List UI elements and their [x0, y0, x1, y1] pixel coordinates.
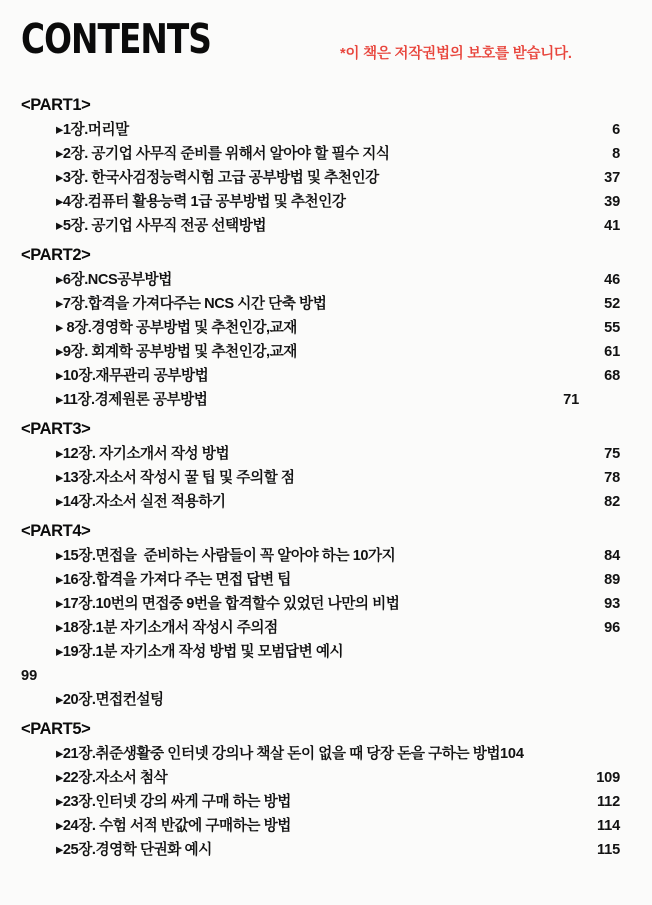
- toc-entry-label: ▸9장. 회계학 공부방법 및 추천인강,교재: [56, 344, 297, 360]
- toc-entry-page-number: 115: [597, 842, 620, 858]
- toc-entry-page-number: 109: [596, 770, 620, 786]
- toc-entry-page-number: 96: [604, 620, 620, 636]
- toc-entry[interactable]: [56, 838, 620, 862]
- toc-entry-page-number: 46: [604, 272, 620, 288]
- toc-entry-label: ▸12장. 자기소개서 작성 방법: [56, 446, 230, 462]
- toc-entry-label: ▸14장.자소서 실전 적용하기: [56, 494, 226, 510]
- part-header: <PART4>: [21, 522, 91, 540]
- toc-entry[interactable]: [56, 568, 620, 592]
- toc-entry-page-number: 89: [604, 572, 620, 588]
- toc-entry[interactable]: [56, 364, 620, 388]
- toc-entry[interactable]: [56, 442, 620, 466]
- toc-entry-label: ▸21장.취준생활중 인터넷 강의나 책살 돈이 없을 때 당장 돈을 구하는 방법: [56, 746, 500, 762]
- toc-entry-label: ▸19장.1분 자기소개 작성 방법 및 모범답변 예시: [56, 644, 344, 660]
- toc-entry[interactable]: [56, 688, 620, 712]
- toc-entry-label: ▸25장.경영학 단권화 예시: [56, 842, 212, 858]
- toc-entry-label: ▸23장.인터넷 강의 싸게 구매 하는 방법: [56, 794, 291, 810]
- table-of-contents: [0, 92, 652, 866]
- toc-entry-page-number: 112: [597, 794, 620, 810]
- toc-entry-page-number: 8: [612, 146, 620, 162]
- part-header: <PART5>: [21, 720, 91, 738]
- toc-entry-label: ▸20장.면접컨설팅: [56, 692, 164, 708]
- part-section: [0, 242, 652, 412]
- part-section: [0, 518, 652, 712]
- toc-entry-label: ▸11장.경제원론 공부방법: [56, 392, 208, 408]
- part-section: [0, 416, 652, 514]
- toc-entry[interactable]: [56, 592, 620, 616]
- toc-entry[interactable]: [56, 142, 620, 166]
- toc-entry-label: ▸3장. 한국사검정능력시험 고급 공부방법 및 추천인강: [56, 170, 379, 186]
- toc-entry[interactable]: [56, 166, 620, 190]
- toc-entry-page-number: 71: [563, 392, 579, 408]
- section-spacer: [0, 862, 652, 866]
- toc-entry-label: ▸4장.컴퓨터 활용능력 1급 공부방법 및 추천인강: [56, 194, 346, 210]
- copyright-notice: *이 책은 저작권법의 보호를 받습니다.: [340, 46, 572, 62]
- toc-entry[interactable]: [56, 616, 620, 640]
- toc-entry-page-number: 39: [604, 194, 620, 210]
- toc-entry[interactable]: [56, 466, 620, 490]
- toc-entry-label: ▸ 8장.경영학 공부방법 및 추천인강,교재: [56, 320, 297, 336]
- toc-entry[interactable]: [56, 790, 620, 814]
- toc-entry-label: ▸17장.10번의 면접중 9번을 합격할수 있었던 나만의 비법: [56, 596, 400, 612]
- toc-entry-label: ▸7장.합격을 가져다주는 NCS 시간 단축 방법: [56, 296, 327, 312]
- part-section: [0, 92, 652, 238]
- toc-entry-page-number: 84: [604, 548, 620, 564]
- toc-entry-label: ▸15장.면접을 준비하는 사람들이 꼭 알아야 하는 10가지: [56, 548, 396, 564]
- toc-entry[interactable]: [56, 268, 620, 292]
- toc-entry[interactable]: [56, 742, 620, 766]
- toc-entry-page-number: 41: [604, 218, 620, 234]
- toc-entry-page-number: 75: [604, 446, 620, 462]
- toc-entry-label: ▸16장.합격을 가져다 주는 면접 답변 팁: [56, 572, 291, 588]
- toc-entry-label: ▸2장. 공기업 사무직 준비를 위해서 알아야 할 필수 지식: [56, 146, 390, 162]
- toc-entry-page-number: 99: [21, 668, 38, 684]
- toc-entry-page-number: 68: [604, 368, 620, 384]
- toc-entry[interactable]: [56, 292, 620, 316]
- toc-entry[interactable]: [56, 214, 620, 238]
- toc-entry-label: ▸18장.1분 자기소개서 작성시 주의점: [56, 620, 278, 636]
- toc-entry-page-number: 104: [500, 746, 524, 762]
- part-header: <PART2>: [21, 246, 91, 264]
- part-section: [0, 716, 652, 862]
- toc-entry-page-number: 55: [604, 320, 620, 336]
- toc-entry[interactable]: [56, 316, 620, 340]
- toc-entry[interactable]: [56, 814, 620, 838]
- toc-entry-label: ▸5장. 공기업 사무직 전공 선택방법: [56, 218, 266, 234]
- toc-entry[interactable]: [56, 388, 620, 412]
- toc-entry-page-number: 37: [604, 170, 620, 186]
- toc-entry-label: ▸1장.머리말: [56, 122, 129, 138]
- toc-entry-page-number: 6: [612, 122, 620, 138]
- toc-entry[interactable]: [56, 340, 620, 364]
- toc-entry[interactable]: [56, 640, 620, 664]
- toc-entry-page-number: 52: [604, 296, 620, 312]
- toc-entry-label: ▸24장. 수험 서적 반값에 구매하는 방법: [56, 818, 291, 834]
- toc-entry[interactable]: [56, 190, 620, 214]
- toc-entry-page-number: 61: [604, 344, 620, 360]
- toc-entry[interactable]: [56, 544, 620, 568]
- toc-entry-page-number: 114: [597, 818, 620, 834]
- page-title: CONTENTS: [21, 15, 211, 63]
- toc-entry[interactable]: [56, 490, 620, 514]
- toc-entry[interactable]: [56, 766, 620, 790]
- toc-entry-page-number: 78: [604, 470, 620, 486]
- part-header: <PART3>: [21, 420, 91, 438]
- toc-entry[interactable]: [56, 118, 620, 142]
- toc-entry-label: ▸10장.재무관리 공부방법: [56, 368, 209, 384]
- toc-entry-page-number: 93: [604, 596, 620, 612]
- toc-entry-page-number: 82: [604, 494, 620, 510]
- toc-entry-label: ▸6장.NCS공부방법: [56, 272, 172, 288]
- toc-entry-label: ▸22장.자소서 첨삭: [56, 770, 168, 786]
- toc-entry-label: ▸13장.자소서 작성시 꿀 팁 및 주의할 점: [56, 470, 295, 486]
- page-header: [0, 0, 652, 92]
- part-header: <PART1>: [21, 96, 91, 114]
